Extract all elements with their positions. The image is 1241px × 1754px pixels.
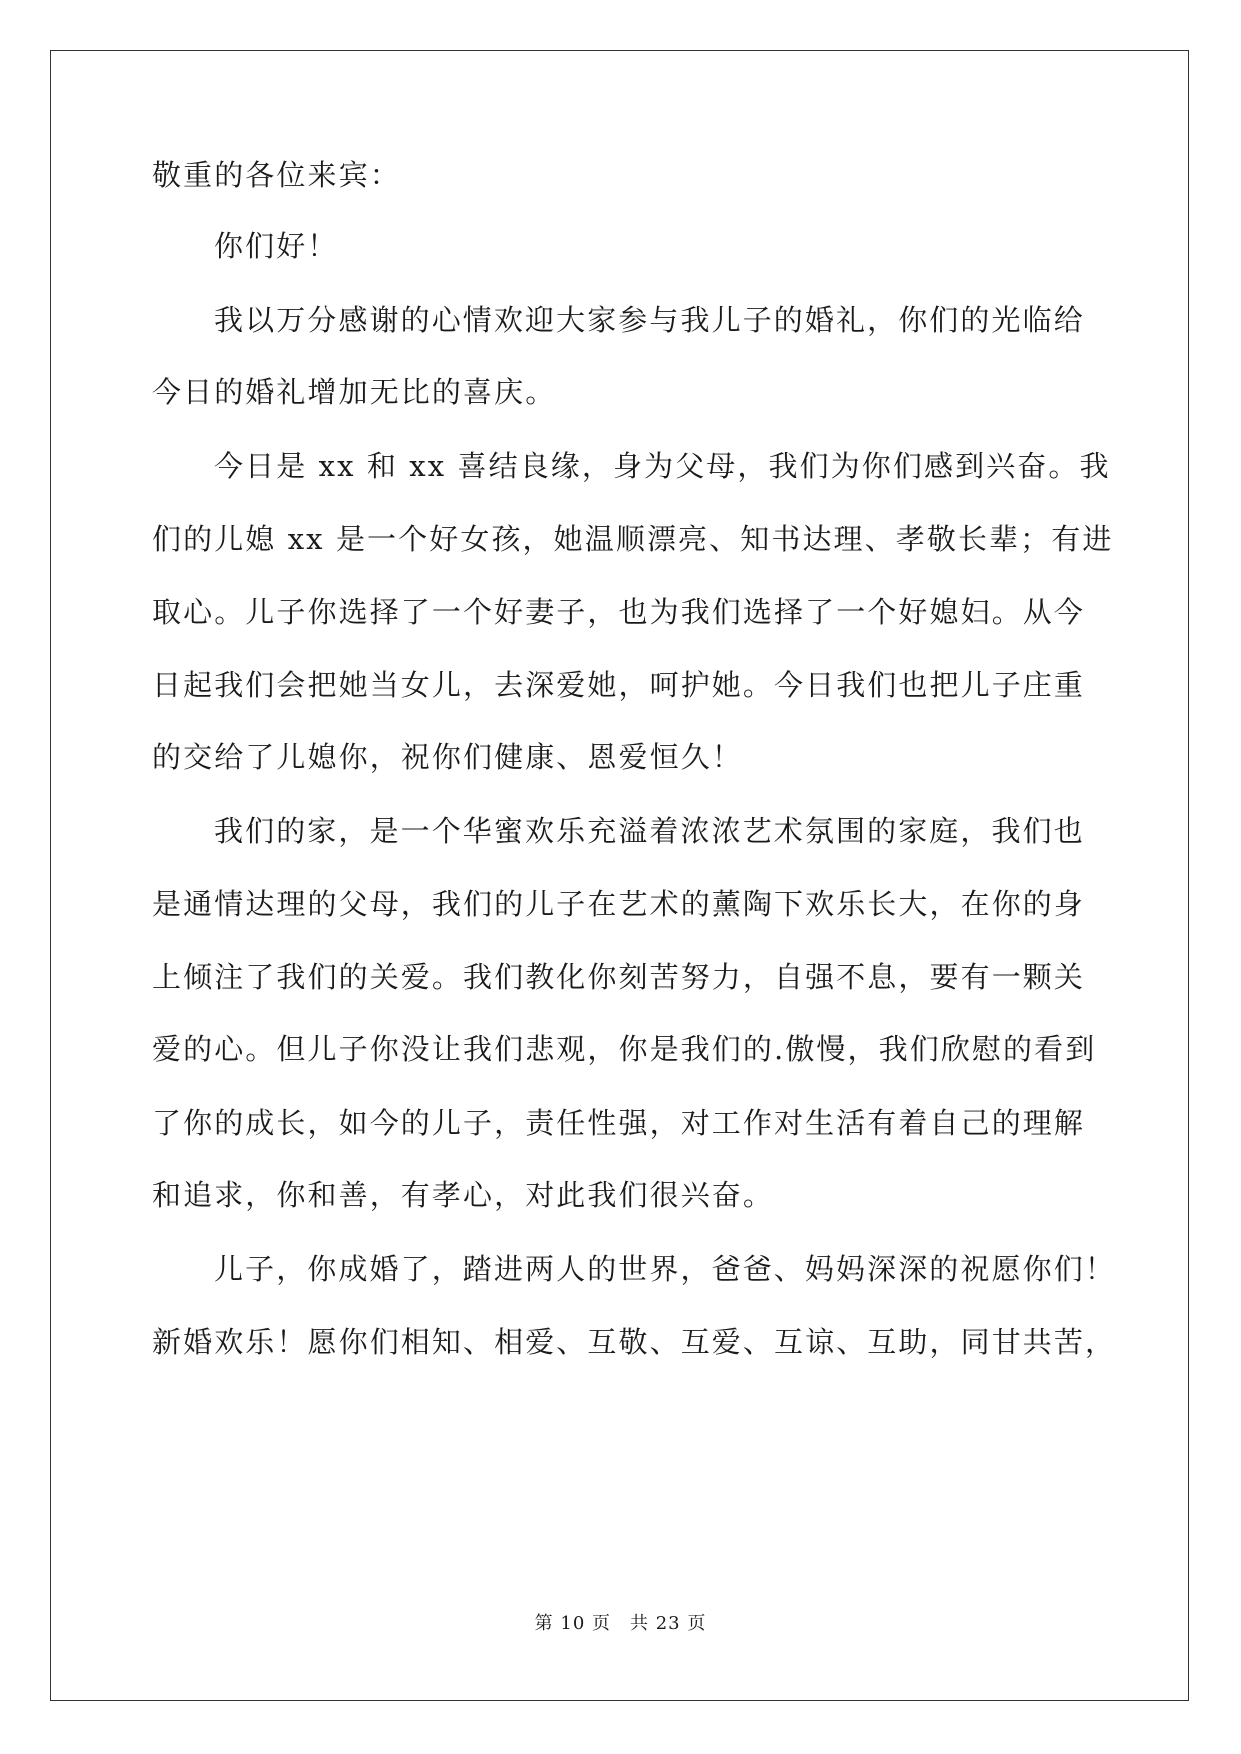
text-line: 新婚欢乐！愿你们相知、相爱、互敬、互爱、互谅、互助，同甘共苦，	[152, 1325, 1117, 1359]
text-line: 上倾注了我们的关爱。我们教化你刻苦努力，自强不息，要有一颗关	[152, 960, 1086, 994]
page-number-footer: 第 10 页 共 23 页	[534, 1613, 707, 1634]
text-line: 我以万分感谢的心情欢迎大家参与我儿子的婚礼，你们的光临给	[214, 303, 1085, 337]
text-line: 是通情达理的父母，我们的儿子在艺术的薰陶下欢乐长大，在你的身	[152, 887, 1086, 921]
text-line: 取心。儿子你选择了一个好妻子，也为我们选择了一个好媳妇。从今	[152, 595, 1086, 629]
text-line: 儿子，你成婚了，踏进两人的世界，爸爸、妈妈深深的祝愿你们！	[214, 1252, 1116, 1286]
text-line: 的交给了儿媳你，祝你们健康、恩爱恒久！	[152, 740, 743, 774]
text-line: 爱的心。但儿子你没让我们悲观，你是我们的.傲慢，我们欣慰的看到	[152, 1032, 1097, 1066]
text-line: 和追求，你和善，有孝心，对此我们很兴奋。	[152, 1178, 775, 1212]
text-line: 敬重的各位来宾：	[152, 158, 401, 192]
text-line: 日起我们会把她当女儿，去深爱她，呵护她。今日我们也把儿子庄重	[152, 668, 1086, 702]
text-line: 今日是 xx 和 xx 喜结良缘，身为父母，我们为你们感到兴奋。我	[214, 449, 1111, 483]
text-line: 今日的婚礼增加无比的喜庆。	[152, 375, 557, 409]
page-border	[50, 50, 1189, 1701]
text-line: 们的儿媳 xx 是一个好女孩，她温顺漂亮、知书达理、孝敬长辈；有进	[152, 522, 1114, 556]
text-line: 我们的家，是一个华蜜欢乐充溢着浓浓艺术氛围的家庭，我们也	[214, 814, 1085, 848]
text-line: 你们好！	[214, 229, 339, 263]
text-line: 了你的成长，如今的儿子，责任性强，对工作对生活有着自己的理解	[152, 1106, 1086, 1140]
